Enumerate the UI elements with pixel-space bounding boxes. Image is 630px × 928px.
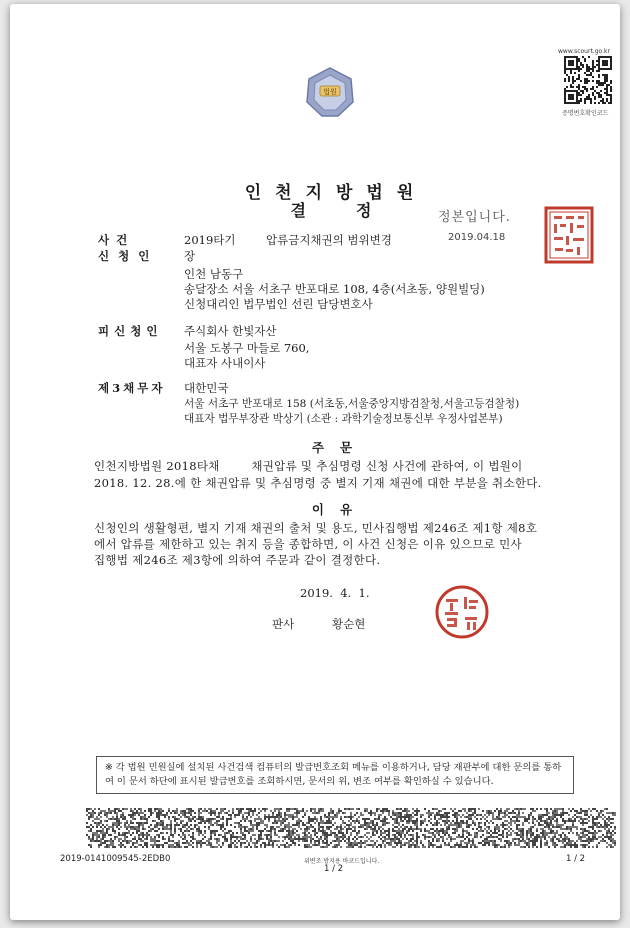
reason-line-2: 에서 압류를 제한하고 있는 취지 등을 종합하면, 이 사건 신청은 이유 있으므로 민사 <box>94 537 522 551</box>
third-party-label: 제3채무자 <box>98 381 166 395</box>
order-heading: 주문 <box>311 440 369 455</box>
case-label: 사건 <box>98 233 135 247</box>
applicant-label: 신청인 <box>98 249 159 263</box>
judge-name: 황순현 <box>332 617 366 631</box>
qr-code <box>564 56 612 104</box>
emblem-text: 법원 <box>323 88 337 96</box>
third-party-address: 서울 서초구 반포대로 158 (서초동,서울중앙지방검찰청,서울고등검찰청) <box>184 398 520 410</box>
page-number-center: 1 / 2 <box>324 864 344 874</box>
anti-forgery-barcode <box>86 808 616 848</box>
court-seal-square-icon <box>544 206 594 264</box>
court-name: 인천지방법원 <box>244 183 428 203</box>
order-line-1: 인천지방법원 2018타채 채권압류 및 추심명령 신청 사건에 관하여, 이 법원이 <box>94 459 523 473</box>
respondent-address: 서울 도봉구 마들로 760, <box>184 341 310 355</box>
applicant-agent: 신청대리인 법무법인 선린 담당변호사 <box>184 297 373 311</box>
reason-line-1: 신청인의 생활형편, 별지 기재 채권의 출처 및 용도, 민사집행법 제246조 제1항 제8호 <box>94 521 538 535</box>
respondent-name: 주식회사 한빛자산 <box>184 324 277 338</box>
case-number: 2019타기 <box>184 233 236 247</box>
reason-heading: 이유 <box>311 502 369 517</box>
verification-notice: ※ 각 법원 민원실에 설치된 사건검색 컴퓨터의 발급번호조회 메뉴를 이용하거나, 담당 재판부에 대한 문의를 통하여 이 문서 하단에 표시된 발급번호를 조회하시면, 문서의 위, 변조 여부를 확인하실 수 있습니다. <box>96 756 574 794</box>
issue-number: 2019-0141009545-2EDB0 <box>60 854 171 864</box>
qr-url: www.scourt.go.kr <box>558 48 610 55</box>
qr-caption: 증명번호확인코드 <box>562 110 609 117</box>
document-page <box>36 20 616 920</box>
judge-seal-icon <box>434 584 490 640</box>
applicant-name: 장 <box>184 249 196 263</box>
respondent-label: 피신청인 <box>98 324 163 338</box>
applicant-service-address: 송달장소 서울 서초구 반포대로 108, 4층(서초동, 양원빌딩) <box>184 282 485 296</box>
third-party-representative: 대표자 법무부장관 박상기 (소관 : 과학기술정보통신부 우정사업본부) <box>184 413 503 425</box>
respondent-representative: 대표자 사내이사 <box>184 356 266 370</box>
court-emblem-icon <box>304 66 356 118</box>
certified-copy-stamp: 정본입니다. <box>438 210 511 225</box>
order-line-2: 2018. 12. 28.에 한 채권압류 및 추심명령 중 별지 기재 채권에 대한 부분을 취소한다. <box>94 476 542 490</box>
decision-date: 2019. 4. 1. <box>300 586 370 600</box>
page-number-right: 1 / 2 <box>566 854 586 864</box>
document-type: 결정 <box>290 201 422 220</box>
reason-line-3: 집행법 제246조 제3항에 의하여 주문과 같이 결정한다. <box>94 553 381 567</box>
case-title: 압류금지채권의 범위변경 <box>266 233 392 247</box>
barcode-note: 위변조 방지용 바코드입니다. <box>304 858 380 865</box>
document-frame <box>10 4 620 920</box>
certified-date: 2019.04.18 <box>448 232 506 243</box>
applicant-address: 인천 남동구 <box>184 267 244 281</box>
judge-label: 판사 <box>272 617 295 631</box>
third-party-name: 대한민국 <box>184 381 229 395</box>
